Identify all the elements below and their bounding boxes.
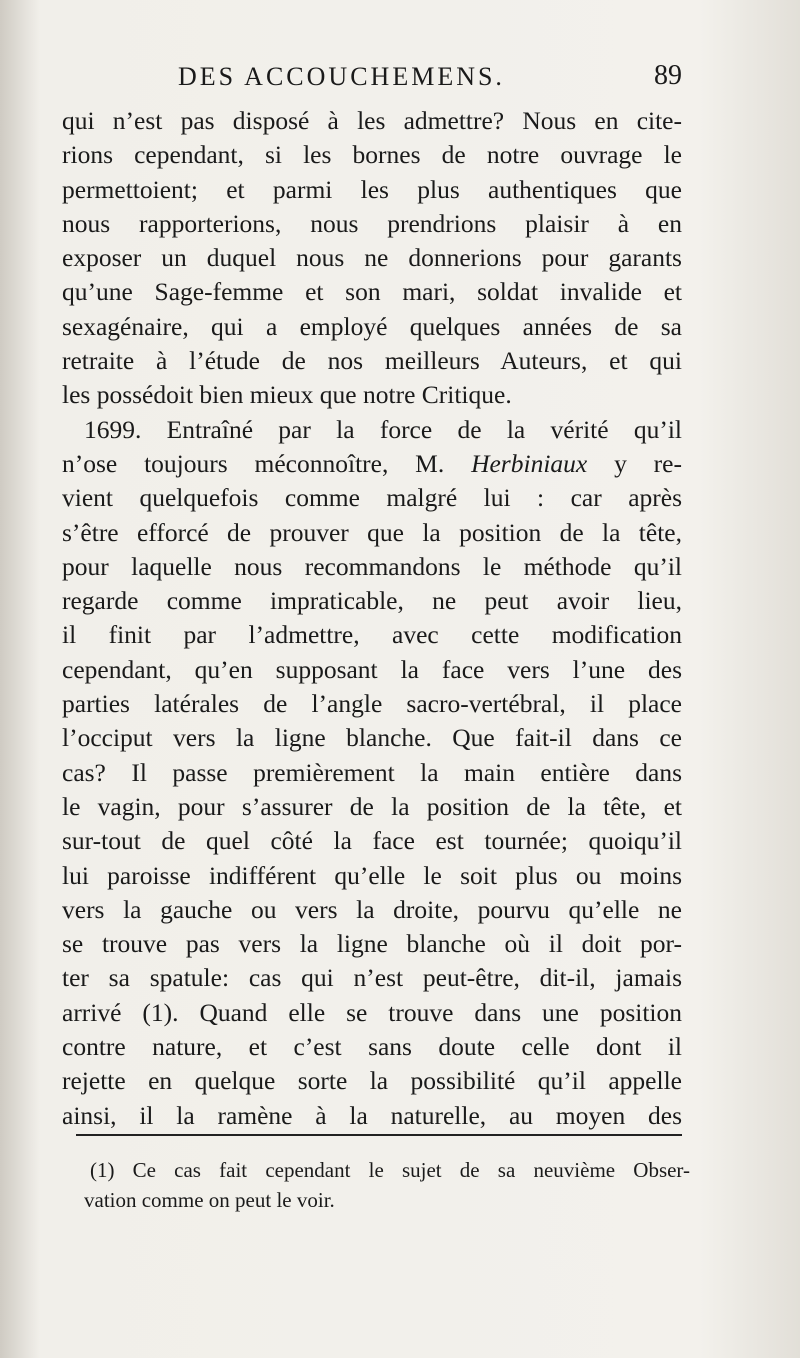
text-line: s’être efforcé de prouver que la position de la tête, (62, 517, 682, 547)
page-number: 89 (654, 60, 682, 91)
footnote (84, 1155, 690, 1215)
text-line: les possédoit bien mieux que notre Critique. (62, 380, 512, 410)
text-line: ter sa spatule: cas qui n’est peut-être, dit-il, jamais (62, 963, 682, 993)
text-line-with-italic-name (62, 447, 682, 481)
text-line: l’occiput vers la ligne blanche. Que fait-il dans ce (62, 723, 682, 753)
footnote-line: (1) Ce cas fait cependant le sujet de sa neuvième Obser- (90, 1158, 690, 1182)
text-segment: n’ose toujours méconnoître, M. (62, 448, 472, 478)
text-line: retraite à l’étude de nos meilleurs Auteurs, et qui (62, 346, 682, 376)
footnote-rule (76, 1134, 682, 1136)
text-line: se trouve pas vers la ligne blanche où il doit por- (62, 929, 682, 959)
page-header (170, 62, 690, 98)
footnote-line: vation comme on peut le voir. (84, 1188, 335, 1212)
text-line: parties latérales de l’angle sacro-vertébral, il place (62, 689, 682, 719)
text-line: vers la gauche ou vers la droite, pourvu qu’elle ne (62, 894, 682, 924)
text-line: sur-tout de quel côté la face est tournée; quoiqu’il (62, 826, 682, 856)
running-title: DES ACCOUCHEMENS. (178, 62, 505, 91)
text-line: nous rapporterions, nous prendrions plaisir à en (62, 208, 682, 238)
text-line: le vagin, pour s’assurer de la position de la tête, et (62, 791, 682, 821)
text-line: contre nature, et c’est sans doute celle dont il (62, 1032, 682, 1062)
text-line: exposer un duquel nous ne donnerions pour garants (62, 243, 682, 273)
text-line: ainsi, il la ramène à la naturelle, au moyen des (62, 1100, 682, 1130)
text-line: il finit par l’admettre, avec cette modification (62, 620, 682, 650)
text-line: rions cependant, si les bornes de notre ouvrage le (62, 140, 682, 170)
text-line: lui paroisse indifférent qu’elle le soit plus ou moins (62, 860, 682, 890)
text-line: qui n’est pas disposé à les admettre? Nous en cite- (62, 106, 682, 135)
author-name-italic: Herbiniaux (471, 448, 588, 478)
text-segment: y re- (587, 448, 682, 478)
text-line: arrivé (1). Quand elle se trouve dans une position (62, 997, 682, 1027)
body-text (62, 104, 682, 1133)
text-line: cependant, qu’en supposant la face vers l’une des (62, 654, 682, 684)
text-line: vient quelquefois comme malgré lui : car après (62, 483, 682, 513)
text-line: sexagénaire, qui a employé quelques années de sa (62, 311, 682, 341)
text-line: qu’une Sage-femme et son mari, soldat invalide et (62, 277, 682, 307)
text-line: cas? Il passe premièrement la main entière dans (62, 757, 682, 787)
text-line: regarde comme impraticable, ne peut avoir lieu, (62, 586, 682, 616)
text-line: permettoient; et parmi les plus authentiques que (62, 174, 682, 204)
paragraph-start-line: 1699. Entraîné par la force de la vérité qu’il (84, 414, 682, 444)
text-line: rejette en quelque sorte la possibilité qu’il appelle (62, 1066, 682, 1096)
text-line: pour laquelle nous recommandons le méthode qu’il (62, 551, 682, 581)
